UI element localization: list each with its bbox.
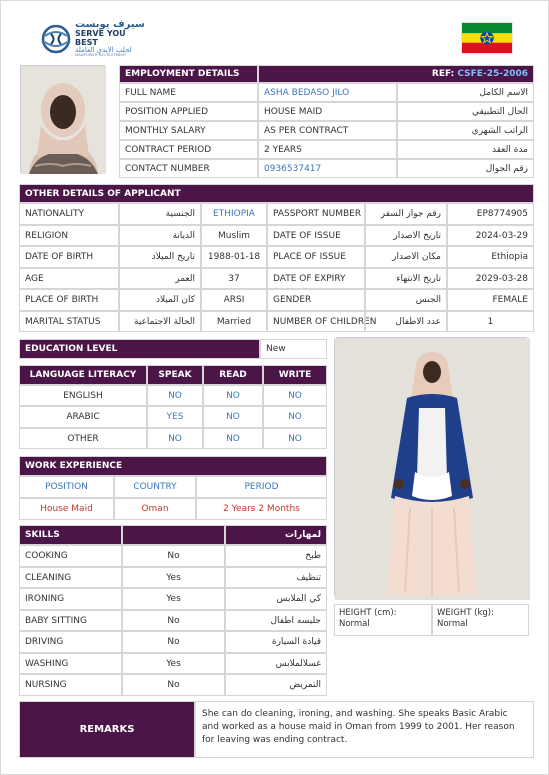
age-value: 37 (228, 273, 240, 284)
other-details-header (19, 184, 534, 203)
full-photo-image (335, 338, 530, 600)
skills-title: SKILLS (25, 530, 60, 540)
skill-baby-sitting: BABY SITTING (25, 615, 87, 626)
arabic-speak: YES (166, 412, 184, 422)
company-logo (41, 18, 151, 58)
height-value: Normal (339, 618, 370, 629)
arabic-write: NO (288, 412, 302, 422)
other-read: NO (226, 433, 240, 444)
emp-ar-cell (397, 159, 534, 178)
logo-english-name: SERVE YOU BEST (75, 29, 126, 47)
language-value-cell (203, 428, 263, 449)
other-label-cell (267, 311, 377, 332)
contract-period-arabic: مدة العقد (492, 144, 528, 155)
skills-header-cell (225, 525, 327, 545)
work-header-cell (196, 476, 327, 498)
emp-ar-cell (397, 102, 534, 121)
passport-number-arabic: رقم جواز السفر (380, 209, 441, 219)
skill-washing: WASHING (25, 658, 69, 669)
remarks-text: She can do cleaning, ironing, and washing. She speaks Basic Arabic and worked as a house maid in Oman from 1999 to 2001. Her reason for leaving was ending contract. (202, 709, 515, 746)
skill-ar-cell (225, 674, 327, 696)
place-of-issue-label: PLACE OF ISSUE (273, 252, 346, 262)
skills-header-cell (19, 525, 122, 545)
other-ar-cell (119, 268, 201, 289)
language-name-cell (19, 406, 147, 428)
marital-status-value: Married (216, 316, 252, 327)
skill-baby-sitting-arabic: جليسه اطفال (270, 615, 321, 626)
other-value-cell (447, 203, 534, 225)
skill-cooking-value: No (167, 551, 180, 561)
language-header-cell (203, 365, 263, 385)
language-value-cell (263, 385, 327, 406)
other-speak: NO (168, 433, 182, 444)
skill-nursing-arabic: التمريض (289, 680, 321, 690)
english-speak: NO (168, 390, 182, 401)
full-name-label: FULL NAME (125, 87, 176, 98)
language-value-cell (203, 385, 263, 406)
date-of-birth-value: 1988-01-18 (207, 252, 261, 262)
date-of-issue-label: DATE OF ISSUE (273, 230, 341, 241)
other-label-cell (267, 289, 365, 311)
work-value-cell (114, 498, 196, 520)
skill-name-cell (19, 653, 122, 674)
contact-number-label: CONTACT NUMBER (125, 163, 210, 174)
other-value-cell (201, 289, 267, 311)
other-value-cell (447, 311, 534, 332)
other-ar-cell (365, 268, 447, 289)
position-applied-value: HOUSE MAID (264, 106, 323, 117)
gender-value: FEMALE (492, 295, 528, 305)
height-box (334, 604, 432, 636)
work-header-cell (114, 476, 196, 498)
other-ar-cell (365, 311, 447, 332)
skill-name-cell (19, 567, 122, 588)
skill-value-cell (122, 610, 225, 631)
other-write: NO (288, 433, 302, 444)
language-name-cell (19, 428, 147, 449)
religion-arabic: الديانة (172, 230, 195, 241)
number-of-children-arabic: عدد الاطفال (395, 316, 441, 327)
place-of-issue-arabic: مكان الاصدار (392, 252, 441, 262)
other-value-cell (447, 225, 534, 246)
nationality-value: ETHIOPIA (213, 209, 255, 219)
skill-ironing-value: Yes (166, 594, 181, 604)
language-value-cell (147, 428, 203, 449)
skill-driving-value: No (167, 637, 180, 647)
other-ar-cell (365, 246, 447, 268)
education-level-label: EDUCATION LEVEL (25, 344, 118, 354)
other-ar-cell (119, 246, 201, 268)
other-ar-cell (119, 203, 201, 225)
skill-cooking: COOKING (25, 551, 68, 561)
ref-header (258, 65, 534, 83)
other-label-cell (19, 203, 119, 225)
skill-driving: DRIVING (25, 637, 64, 647)
date-of-issue-value: 2024-03-29 (475, 230, 528, 241)
skill-cooking-arabic: طبخ (305, 551, 321, 561)
remarks-box (195, 701, 534, 758)
applicant-full-photo (334, 337, 529, 599)
other-value-cell (447, 289, 534, 311)
globe-logo-icon (41, 24, 71, 54)
weight-box (432, 604, 529, 636)
skill-name-cell (19, 631, 122, 653)
remarks-label: REMARKS (79, 724, 135, 735)
other-value-cell (201, 268, 267, 289)
place-of-birth-value: ARSI (223, 295, 245, 305)
religion-value: Muslim (218, 230, 250, 241)
full-name-arabic: الاسم الكامل (479, 87, 528, 98)
ethiopia-flag-icon (461, 22, 513, 54)
skill-value-cell (122, 631, 225, 653)
language-name-cell (19, 385, 147, 406)
place-of-issue-value: Ethiopia (491, 252, 528, 262)
language-value-cell (147, 406, 203, 428)
applicant-portrait (20, 65, 105, 173)
other-ar-cell (365, 203, 447, 225)
language-value-cell (263, 428, 327, 449)
gender-arabic: الجنس (415, 295, 441, 305)
skill-ar-cell (225, 567, 327, 588)
skill-ironing: IRONING (25, 594, 65, 604)
work-header-cell (19, 476, 114, 498)
education-level-cell (260, 339, 327, 359)
write-header: WRITE (278, 370, 312, 380)
logo-arabic-tagline: لجلب الايدي العاملة (75, 46, 132, 55)
monthly-salary-label: MONTHLY SALARY (125, 125, 206, 136)
work-value-cell (196, 498, 327, 520)
emp-ar-cell (397, 140, 534, 159)
emp-label-cell (119, 159, 258, 178)
emp-value-cell (258, 83, 397, 102)
marital-status-arabic: الحالة الاجتماعية (134, 316, 195, 327)
work-position-value: House Maid (40, 504, 93, 514)
other-details-title: OTHER DETAILS OF APPLICANT (25, 188, 181, 199)
religion-label: RELIGION (25, 230, 69, 241)
education-level-value: New (266, 344, 286, 354)
date-of-birth-arabic: تاريخ الميلاد (151, 252, 195, 262)
remarks-header (19, 701, 195, 758)
speak-header: SPEAK (158, 370, 192, 380)
language-header-cell (19, 365, 147, 385)
emp-label-cell (119, 102, 258, 121)
place-of-birth-label: PLACE OF BIRTH (25, 295, 99, 305)
skill-nursing-value: No (167, 680, 180, 690)
date-of-expiry-arabic: تاريخ الانتهاء (396, 273, 441, 284)
other-ar-cell (365, 225, 447, 246)
logo-tagline: MANPOWER RECRUITMENT (75, 53, 127, 58)
emp-label-cell (119, 83, 258, 102)
other-label-cell (267, 225, 365, 246)
gender-label: GENDER (273, 295, 312, 305)
skill-ar-cell (225, 610, 327, 631)
skill-value-cell (122, 653, 225, 674)
nationality-label: NATIONALITY (25, 209, 84, 219)
skill-driving-arabic: قيادة السيارة (271, 637, 321, 647)
arabic-read: NO (226, 412, 240, 422)
work-period-value: 2 Years 2 Months (223, 504, 300, 514)
emp-label-cell (119, 121, 258, 140)
contact-number-link[interactable]: 0936537417 (264, 163, 322, 174)
weight-label: WEIGHT (kg): (437, 608, 494, 618)
skill-ar-cell (225, 588, 327, 610)
other-label-cell (267, 246, 365, 268)
work-experience-header (19, 456, 327, 476)
portrait-image (21, 66, 106, 174)
language-arabic: ARABIC (66, 412, 100, 422)
place-of-birth-arabic: كان الميلاد (155, 295, 195, 305)
country-header: COUNTRY (133, 482, 177, 492)
passport-number-value: EP8774905 (476, 209, 528, 219)
contact-number-arabic: رقم الجوال (485, 163, 528, 174)
skill-name-cell (19, 545, 122, 567)
work-experience-title: WORK EXPERIENCE (25, 461, 123, 471)
education-level-header (19, 339, 260, 359)
number-of-children-value: 1 (487, 316, 494, 327)
skill-value-cell (122, 567, 225, 588)
skill-baby-sitting-value: No (167, 615, 180, 626)
date-of-expiry-value: 2029-03-28 (475, 273, 528, 284)
emp-ar-cell (397, 121, 534, 140)
monthly-salary-value: AS PER CONTRACT (264, 125, 349, 136)
skill-cleaning-arabic: تنظيف (296, 572, 321, 583)
other-label-cell (19, 289, 119, 311)
contract-period-label: CONTRACT PERIOD (125, 144, 212, 155)
skill-nursing: NURSING (25, 680, 67, 690)
work-value-cell (19, 498, 114, 520)
other-ar-cell (119, 289, 201, 311)
skill-cleaning-value: Yes (166, 572, 181, 583)
skill-ironing-arabic: كي الملابس (276, 594, 321, 604)
english-read: NO (226, 390, 240, 401)
ref-value: CSFE-25-2006 (457, 69, 528, 79)
skills-header-cell (122, 525, 225, 545)
emp-value-cell[interactable] (258, 159, 397, 178)
weight-value: Normal (437, 618, 468, 629)
other-value-cell (201, 225, 267, 246)
date-of-birth-label: DATE OF BIRTH (25, 252, 94, 262)
age-label: AGE (25, 273, 44, 284)
language-value-cell (147, 385, 203, 406)
language-header-cell (147, 365, 203, 385)
emp-ar-cell (397, 83, 534, 102)
emp-value-cell (258, 121, 397, 140)
skill-washing-arabic: غسلالملابس (275, 658, 321, 669)
other-value-cell (201, 203, 267, 225)
other-label-cell (19, 225, 119, 246)
skill-name-cell (19, 610, 122, 631)
other-label-cell (267, 268, 365, 289)
period-header: PERIOD (244, 482, 279, 492)
skill-value-cell (122, 545, 225, 567)
marital-status-label: MARITAL STATUS (25, 316, 101, 327)
employment-details-header (119, 65, 258, 83)
language-english: ENGLISH (63, 390, 103, 401)
age-arabic: العمر (175, 273, 195, 284)
date-of-issue-arabic: تاريخ الاصدار (393, 230, 441, 241)
passport-number-label: PASSPORT NUMBER (273, 209, 362, 219)
other-ar-cell (365, 289, 447, 311)
logo-arabic-name: سيرف يوبست (75, 18, 145, 30)
skill-value-cell (122, 588, 225, 610)
other-label-cell (19, 311, 119, 332)
other-ar-cell (119, 225, 201, 246)
language-value-cell (203, 406, 263, 428)
other-value-cell (447, 268, 534, 289)
emp-value-cell (258, 102, 397, 121)
skill-value-cell (122, 674, 225, 696)
english-write: NO (288, 390, 302, 401)
skill-ar-cell (225, 631, 327, 653)
employment-details-title: EMPLOYMENT DETAILS (125, 69, 240, 79)
other-label-cell (19, 268, 119, 289)
monthly-salary-arabic: الراتب الشهري (471, 125, 528, 136)
language-header-cell (263, 365, 327, 385)
ref-label: REF: (431, 69, 455, 79)
language-other: OTHER (67, 433, 99, 444)
read-header: READ (219, 370, 247, 380)
contract-period-value: 2 YEARS (264, 144, 302, 155)
language-value-cell (263, 406, 327, 428)
position-applied-arabic: الحال التطبيقي (471, 106, 528, 117)
other-label-cell (19, 246, 119, 268)
skill-washing-value: Yes (166, 658, 181, 669)
emp-label-cell (119, 140, 258, 159)
skill-name-cell (19, 588, 122, 610)
other-label-cell (267, 203, 365, 225)
height-label: HEIGHT (cm): (339, 608, 397, 618)
other-value-cell (201, 246, 267, 268)
nationality-arabic: الجنسية (165, 209, 195, 219)
number-of-children-label: NUMBER OF CHILDREN (273, 316, 377, 327)
emp-value-cell (258, 140, 397, 159)
other-value-cell (201, 311, 267, 332)
skill-ar-cell (225, 653, 327, 674)
other-value-cell (447, 246, 534, 268)
skills-title-arabic: لمهارات (284, 530, 321, 540)
skill-name-cell (19, 674, 122, 696)
date-of-expiry-label: DATE OF EXPIRY (273, 273, 346, 284)
work-country-value: Oman (141, 504, 169, 514)
skill-ar-cell (225, 545, 327, 567)
language-literacy-header: LANGUAGE LITERACY (29, 370, 137, 380)
position-header: POSITION (45, 482, 88, 492)
other-ar-cell (119, 311, 201, 332)
position-applied-label: POSITION APPLIED (125, 106, 209, 117)
skill-cleaning: CLEANING (25, 572, 72, 583)
full-name-value: ASHA BEDASO JILO (264, 87, 350, 98)
